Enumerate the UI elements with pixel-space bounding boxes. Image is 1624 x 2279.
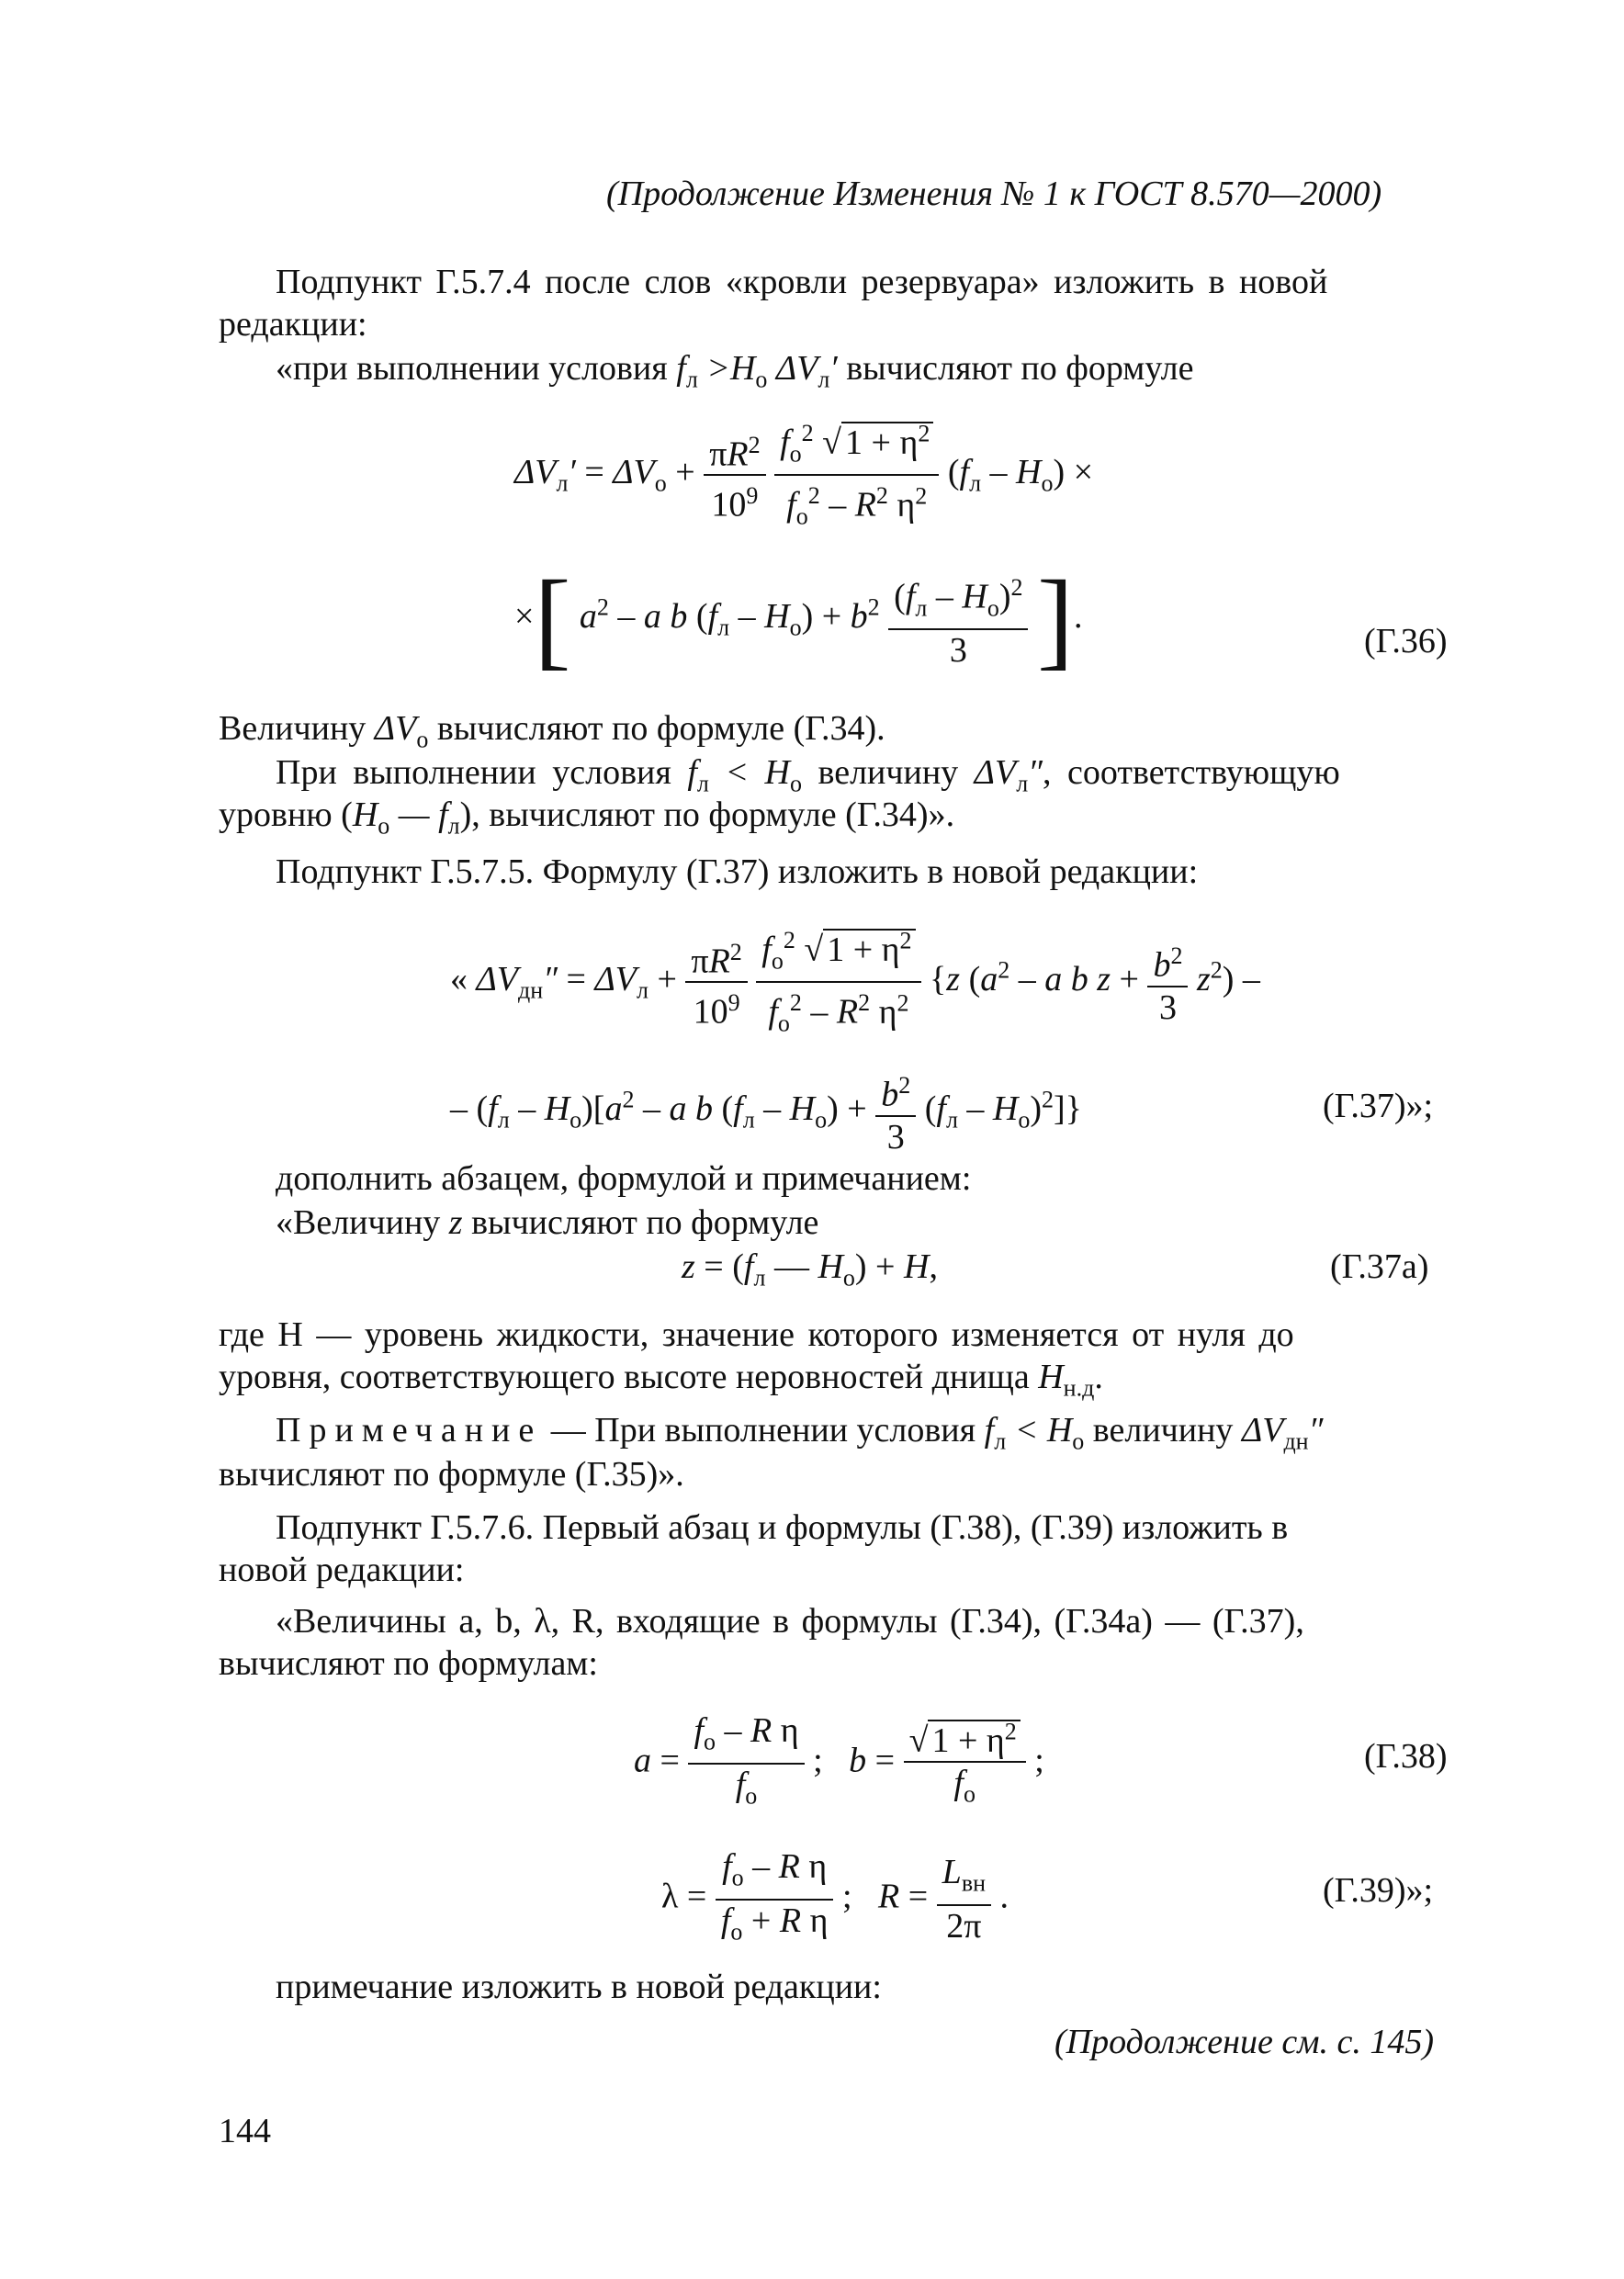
paragraph-4-line-2 [219,794,954,848]
z-symbol: z [448,1203,463,1242]
paragraph-6: дополнить абзацем, формулой и примечанием: [276,1159,972,1198]
paragraph-7 [276,1202,818,1244]
paragraph-2-suffix: вычисляют по формуле [846,349,1194,388]
equation-g37-line-1: « $\Delta V_{дн}'' = \Delta V_л$ + $\frac{\pi R^2}{10^9}$ $\frac{f_о^2 √ 1 + \eta^2}{f_о^2 - R^2 \eta^2}$ {z ($a^2$ – a b z + $\frac{b^2}{3}$ $z^2$) – [450,920,1260,1044]
equation-g37-tag: (Г.37)»; [1323,1087,1434,1125]
equation-g38-tag: (Г.38) [1364,1737,1448,1776]
paragraph-4-text-e: ), вычисляют по формуле (Г.34)». [459,795,955,834]
paragraph-2-prefix: «при выполнении условия [276,349,668,388]
condition-formula: $f_л >H_о$ $\Delta V_л'$ [676,349,838,393]
equation-g36-line-2: ×[ $a^2$ – a b $(f_л - H_о) + b^2$ $\frac{(f_л - H_о)^2}{3}$ ]. [514,558,1083,681]
level-difference: $H_о$ — $f_л$ [352,795,460,840]
paragraph-2 [276,347,1194,401]
paragraph-9-line-2: новой редакции: [219,1551,465,1589]
condition-fl-lt-h0: $f_л < H_о$ [687,753,802,797]
paragraph-10-line-1: «Величины a, b, λ, R, входящие в формулы (Г.34), (Г.34а) — (Г.37), [276,1602,1304,1641]
paragraph-5: Подпункт Г.5.7.5. Формулу (Г.37) изложить в новой редакции: [276,852,1199,891]
note-line-2: вычисляют по формуле (Г.35)». [219,1455,684,1494]
running-header: (Продолжение Изменения № 1 к ГОСТ 8.570—2000) [606,175,1382,213]
delta-v-dn-symbol: $\Delta V_{дн}''$ [1241,1411,1324,1455]
paragraph-3-suffix: вычисляют по формуле (Г.34). [436,709,885,748]
delta-v0-symbol: $\Delta V_о$ [374,709,429,753]
continued-note: (Продолжение см. с. 145) [1054,2023,1435,2061]
equation-g39: λ = $\frac{f_о - R \eta}{f_о + R \eta}$ ; R = $\frac{L_{вн}}{2\pi}$ . [661,1847,1009,1946]
page-number: 144 [219,2112,271,2150]
paragraph-1-line-2: редакции: [219,305,367,344]
paragraph-8-line-1: где H — уровень жидкости, значение которого изменяется от нуля до [219,1315,1294,1354]
paragraph-4-text-b: величину [818,753,959,792]
paragraph-10-line-2: вычисляют по формулам: [219,1644,598,1683]
paragraph-11: примечание изложить в новой редакции: [276,1968,882,2006]
note-condition: $f_л < H_о$ [984,1411,1085,1455]
note-label: Примечание [276,1411,543,1450]
h-nd-symbol: $H_{н.д}$ [1038,1358,1095,1402]
paragraph-4-text-c: , соответствующую [1043,753,1340,792]
paragraph-8-line-2: уровня, соответствующего высоте неровностей днища $H_{н.д}$. [219,1358,1103,1402]
equation-g36-tag: (Г.36) [1364,622,1448,660]
equation-g38: a = $\frac{f_о - R \eta}{f_о}$ ; b = $\frac{√ 1 + \eta^2}{f_о}$ ; [634,1711,1044,1810]
equation-g36-line-1: $\Delta V_л' = \Delta V_о$ + $\frac{\pi R^2}{10^9}$ $\frac{f_о^2 √ 1 + \eta^2}{f_о^2 - R^2 \eta^2}$ $(f_л - H_о)$ × [514,413,1093,537]
equation-g37a: $z = (f_л$ — $H_о) + H$, [682,1247,938,1292]
paragraph-1-line-1: Подпункт Г.5.7.4 после слов «кровли резервуара» изложить в новой [276,263,1328,301]
note-text-b: величину [1092,1411,1234,1450]
paragraph-4-text-d: уровню ( [219,795,353,834]
paragraph-8-text: уровня, соответствующего высоте неровностей днища [219,1358,1030,1396]
paragraph-3-prefix: Величину [219,709,367,748]
equation-g37a-tag: (Г.37а) [1330,1247,1429,1286]
paragraph-7-prefix: «Величину [276,1203,441,1242]
equation-g37-line-2: – $(f_л - H_о)[a^2$ – a b $(f_л - H_о)$ + $\frac{b^2}{3}$ $(f_л - H_о)^2$]} [450,1066,1082,1157]
paragraph-7-suffix: вычисляют по формуле [471,1203,819,1242]
paragraph-9-line-1: Подпункт Г.5.7.6. Первый абзац и формулы (Г.38), (Г.39) изложить в [276,1508,1289,1547]
paragraph-4-text-a: При выполнении условия [276,753,671,792]
note-text-a: — При выполнении условия [550,1411,976,1450]
equation-g39-tag: (Г.39)»; [1323,1871,1434,1910]
delta-v-l-symbol: $\Delta V_л''$ [974,753,1043,797]
